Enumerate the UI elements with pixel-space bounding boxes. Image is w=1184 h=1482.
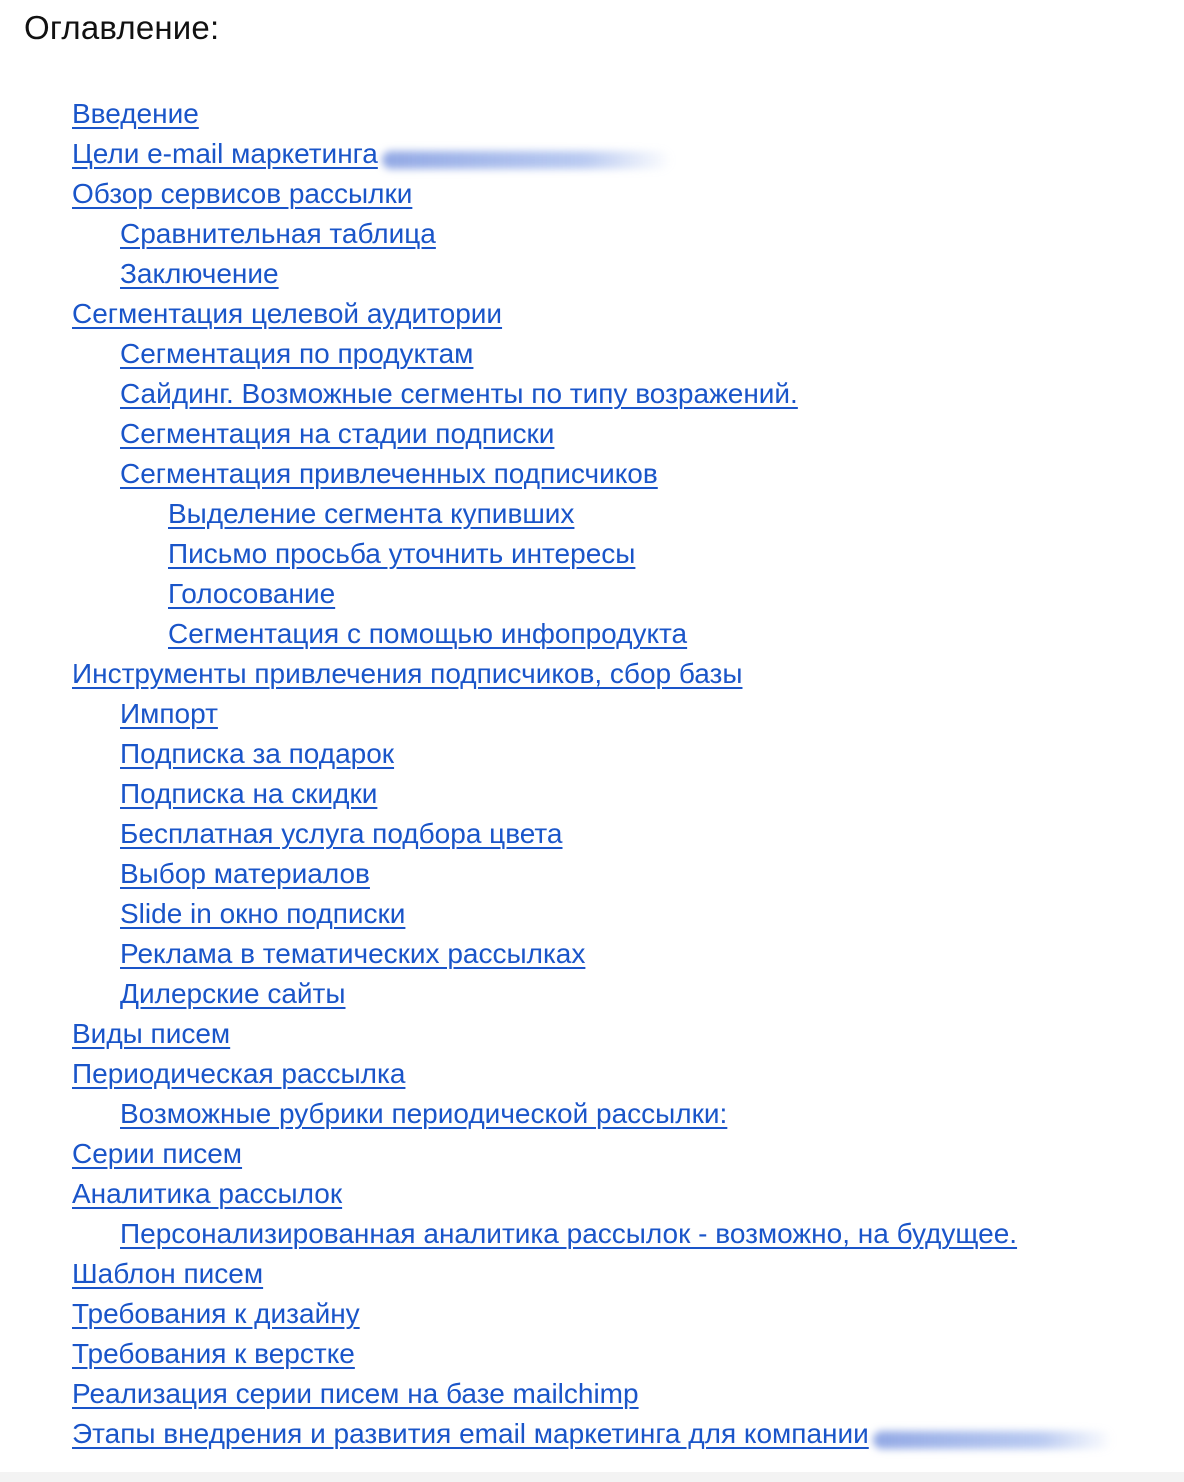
toc-link[interactable]: Персонализированная аналитика рассылок - возможно, на будущее.	[120, 1218, 1018, 1249]
toc-link[interactable]: Требования к верстке	[72, 1338, 355, 1369]
toc-link[interactable]: Заключение	[120, 258, 279, 289]
toc-item	[0, 574, 1113, 614]
toc-link[interactable]: Письмо просьба уточнить интересы	[168, 538, 636, 569]
toc-link[interactable]: Реализация серии писем на базе mailchimp	[72, 1378, 639, 1409]
toc-item	[0, 1134, 1113, 1174]
toc-link[interactable]: Введение	[72, 98, 199, 129]
toc-item	[0, 1094, 1113, 1134]
toc-link[interactable]: Аналитика рассылок	[72, 1178, 343, 1209]
toc-item	[0, 1254, 1113, 1294]
toc-link[interactable]: Обзор сервисов рассылки	[72, 178, 413, 209]
toc-link[interactable]: Возможные рубрики периодической рассылки:	[120, 1098, 728, 1129]
toc-item	[0, 1174, 1113, 1214]
page-bottom-edge	[0, 1472, 1184, 1482]
toc-item	[0, 1294, 1113, 1334]
toc-link[interactable]: Бесплатная услуга подбора цвета	[120, 818, 563, 849]
toc-item	[0, 614, 1113, 654]
toc-item	[0, 414, 1113, 454]
toc-link[interactable]: Сравнительная таблица	[120, 218, 436, 249]
toc-title: Оглавление:	[24, 9, 220, 46]
redaction-blur	[382, 151, 672, 169]
toc-link[interactable]: Slide in окно подписки	[120, 898, 406, 929]
toc-item	[0, 334, 1113, 374]
toc-item	[0, 1334, 1113, 1374]
toc-item	[0, 94, 1113, 134]
toc-item	[0, 374, 1113, 414]
toc-item	[0, 854, 1113, 894]
toc-item	[0, 1014, 1113, 1054]
toc-link[interactable]: Сегментация на стадии подписки	[120, 418, 555, 449]
toc-link[interactable]: Периодическая рассылка	[72, 1058, 406, 1089]
toc-link[interactable]: Подписка на скидки	[120, 778, 378, 809]
redaction-blur	[873, 1431, 1113, 1449]
toc-item	[0, 1374, 1113, 1414]
toc-link[interactable]: Выбор материалов	[120, 858, 370, 889]
toc-item	[0, 774, 1113, 814]
toc-link[interactable]: Требования к дизайну	[72, 1298, 360, 1329]
toc-item	[0, 494, 1113, 534]
toc-link[interactable]: Сегментация целевой аудитории	[72, 298, 503, 329]
toc-link[interactable]: Виды писем	[72, 1018, 231, 1049]
toc-link[interactable]: Сайдинг. Возможные сегменты по типу возражений.	[120, 378, 798, 409]
toc-item	[0, 654, 1113, 694]
toc-item	[0, 134, 1113, 174]
toc-link[interactable]: Подписка за подарок	[120, 738, 395, 769]
toc-link[interactable]: Сегментация привлеченных подписчиков	[120, 458, 658, 489]
toc-item	[0, 294, 1113, 334]
toc-item	[0, 974, 1113, 1014]
toc-item	[0, 814, 1113, 854]
toc-item	[0, 1214, 1113, 1254]
toc-item	[0, 1054, 1113, 1094]
toc-link[interactable]: Сегментация по продуктам	[120, 338, 474, 369]
toc-link[interactable]: Импорт	[120, 698, 218, 729]
toc-item	[0, 934, 1113, 974]
toc-link[interactable]: Цели e-mail маркетинга	[72, 138, 378, 169]
toc-link[interactable]: Шаблон писем	[72, 1258, 264, 1289]
toc-item	[0, 534, 1113, 574]
toc-item	[0, 894, 1113, 934]
toc-link[interactable]: Выделение сегмента купивших	[168, 498, 575, 529]
toc-link[interactable]: Голосование	[168, 578, 336, 609]
toc-link[interactable]: Этапы внедрения и развития email маркетинга для компании	[72, 1418, 869, 1449]
toc-item	[0, 734, 1113, 774]
toc-item	[0, 254, 1113, 294]
table-of-contents	[0, 94, 1113, 1454]
toc-link[interactable]: Инструменты привлечения подписчиков, сбор базы	[72, 658, 743, 689]
toc-item	[0, 1414, 1113, 1454]
toc-link[interactable]: Реклама в тематических рассылках	[120, 938, 586, 969]
toc-item	[0, 694, 1113, 734]
toc-link[interactable]: Сегментация с помощью инфопродукта	[168, 618, 688, 649]
toc-item	[0, 214, 1113, 254]
toc-item	[0, 174, 1113, 214]
toc-link[interactable]: Серии писем	[72, 1138, 243, 1169]
toc-item	[0, 454, 1113, 494]
toc-link[interactable]: Дилерские сайты	[120, 978, 346, 1009]
